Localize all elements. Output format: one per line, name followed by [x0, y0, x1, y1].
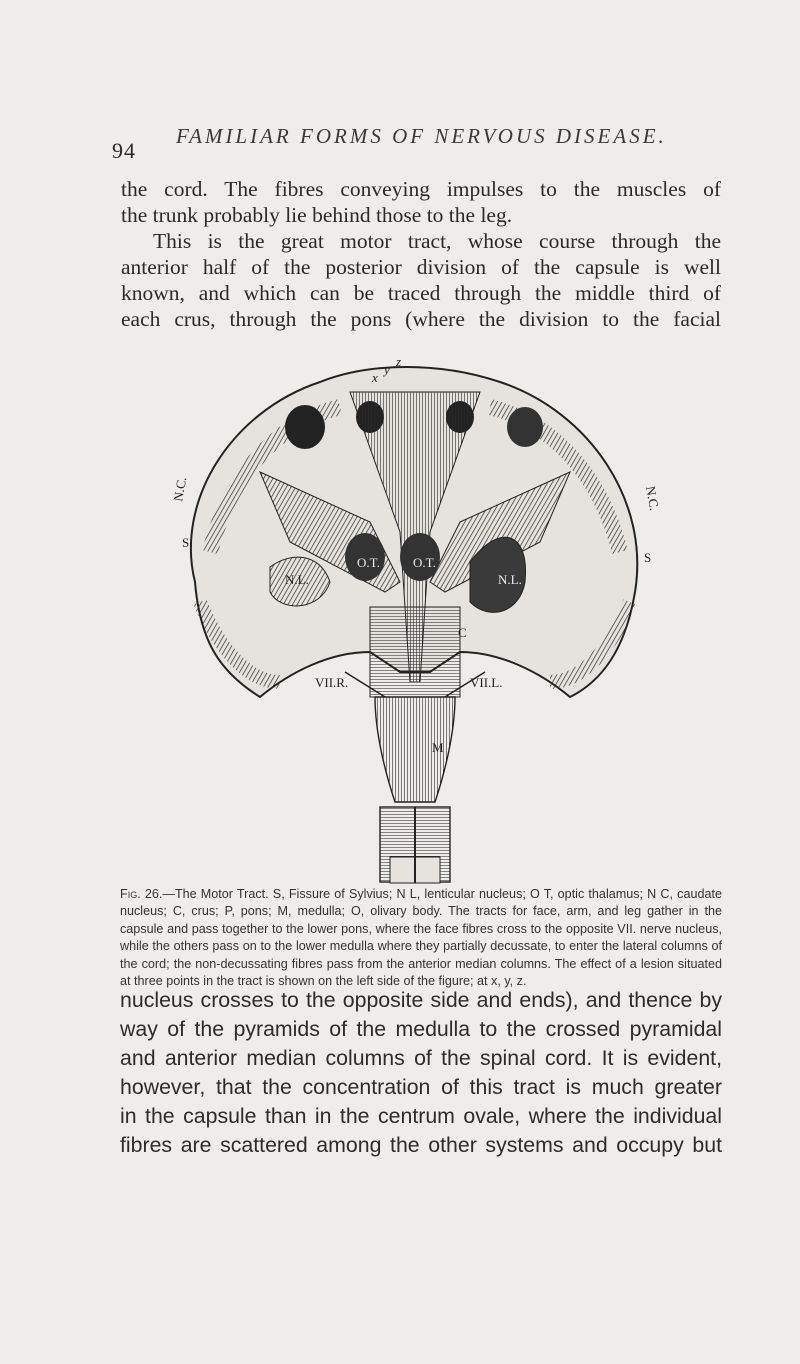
caption-fig-label: Fig. 26. — [120, 887, 163, 901]
text-line: each crus, through the pons (where the division to the facial — [121, 307, 721, 331]
brainstem — [345, 672, 485, 883]
caption-title: —The Motor Tract. — [162, 887, 269, 901]
label-nc-left: N.C. — [170, 475, 190, 503]
page-number: 94 — [112, 138, 136, 163]
label-ot-left: O.T. — [357, 555, 380, 570]
text-line: in the capsule than in the centrum ovale, where the individual — [120, 1104, 722, 1128]
figure-caption — [120, 886, 722, 990]
label-vii-r: VII.R. — [315, 675, 349, 690]
label-vii-l: VII.L. — [470, 675, 503, 690]
label-nc-right: N.C. — [643, 484, 663, 512]
caption-text: S, Fissure of Sylvius; N L, lenticular nucleus; O T, optic thalamus; N C, caudate nucleus; C, crus; P, pons; M, medulla; O, olivary body. The tracts for face, arm, and leg gather in the capsule and pass together to the lower pons, where the face fibres cross to the opposite VII. nerve nucleus, while the others pass on to the lower medulla where they partially decussate, to enter the lateral columns of the cord; the non-decussating fibres pass from the anterior median columns. The effect of a lesion situated at three points in the tract is shown on the left side of the figure; at x, y, z. — [120, 887, 722, 989]
text-line: This is the great motor tract, whose course through the — [153, 229, 721, 253]
running-head: FAMILIAR FORMS OF NERVOUS DISEASE. — [176, 124, 667, 148]
label-ot-right: O.T. — [413, 555, 436, 570]
label-s-left: S — [182, 535, 190, 550]
text-line: known, and which can be traced through the middle third of — [121, 281, 721, 305]
label-nl-right: N.L. — [498, 572, 522, 587]
label-x: x — [372, 370, 378, 385]
label-m: M — [432, 740, 444, 755]
label-y: y — [384, 362, 390, 377]
text-line: anterior half of the posterior division of the capsule is well — [121, 255, 721, 279]
motor-tract-figure — [170, 352, 663, 887]
text-line: however, that the concentration of this tract is much greater — [120, 1075, 722, 1099]
text-line: the trunk probably lie behind those to the leg. — [121, 203, 513, 227]
text-line: nucleus crosses to the opposite side and ends), and thence by — [120, 988, 722, 1012]
text-line: fibres are scattered among the other systems and occupy but — [120, 1133, 722, 1157]
text-line: way of the pyramids of the medulla to the crossed pyramidal — [120, 1017, 722, 1041]
label-c: C — [458, 625, 467, 640]
label-z: z — [396, 354, 402, 369]
text-line: the cord. The fibres conveying impulses to the muscles of — [121, 177, 721, 201]
label-s-right: S — [644, 550, 652, 565]
text-line: and anterior median columns of the spinal cord. It is evident, — [120, 1046, 722, 1070]
label-nl-left: N.L. — [285, 572, 309, 587]
